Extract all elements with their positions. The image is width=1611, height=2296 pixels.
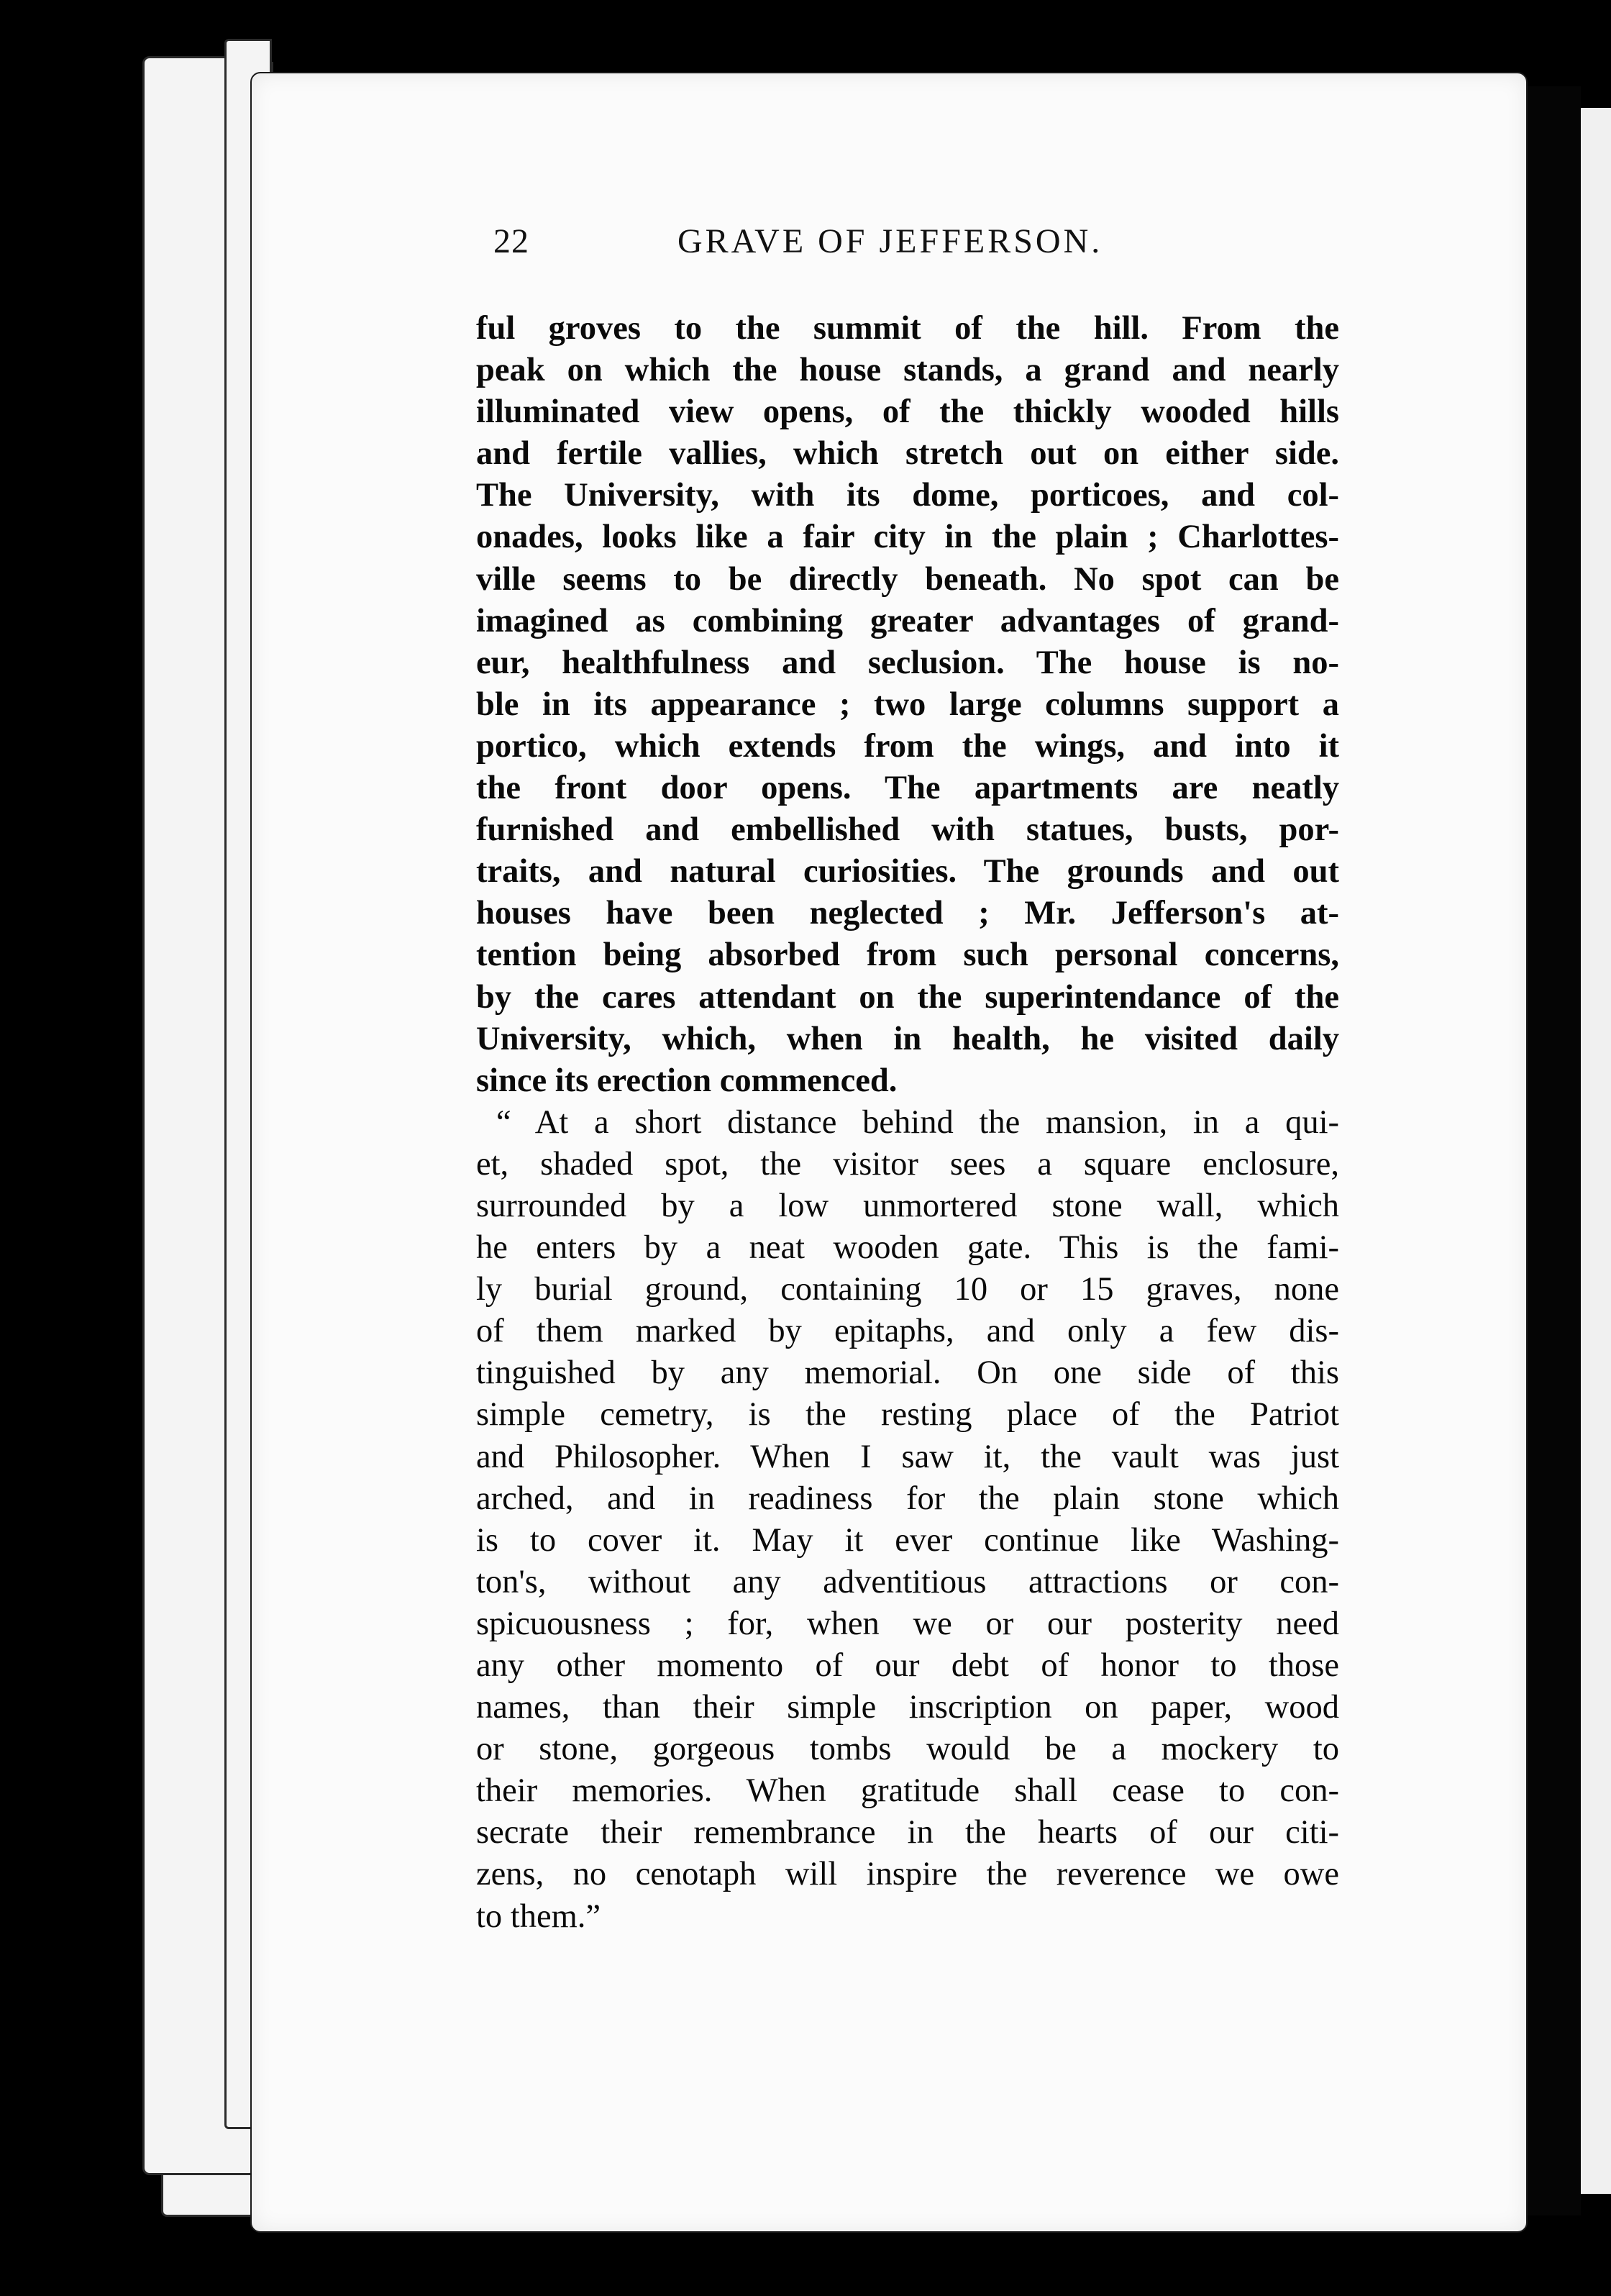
- text-line: and Philosopher. When I saw it, the vault was just: [476, 1438, 1339, 1475]
- text-line: simple cemetry, is the resting place of the Patriot: [476, 1396, 1339, 1434]
- gutter-shadow: [1525, 86, 1581, 2215]
- text-line: surrounded by a low unmortered stone wall, which: [476, 1187, 1339, 1224]
- body-text: [476, 308, 1339, 1938]
- paragraph-2: [476, 1102, 1339, 1938]
- text-line: the front door opens. The apartments are neatly: [476, 770, 1339, 807]
- text-line: of them marked by epitaphs, and only a few dis-: [476, 1313, 1339, 1350]
- text-line: ly burial ground, containing 10 or 15 graves, none: [476, 1271, 1339, 1308]
- text-line: zens, no cenotaph will inspire the reverence we owe: [476, 1856, 1339, 1893]
- text-line: traits, and natural curiosities. The grounds and out: [476, 853, 1339, 890]
- text-line: names, than their simple inscription on paper, wood: [476, 1689, 1339, 1726]
- text-line: and fertile vallies, which stretch out on either side.: [476, 435, 1339, 473]
- text-line: their memories. When gratitude shall cease to con-: [476, 1772, 1339, 1810]
- text-line: et, shaded spot, the visitor sees a square enclosure,: [476, 1145, 1339, 1183]
- text-line: arched, and in readiness for the plain stone which: [476, 1480, 1339, 1517]
- text-line: spicuousness ; for, when we or our posterity need: [476, 1605, 1339, 1642]
- text-line: University, which, when in health, he visited daily: [476, 1020, 1339, 1057]
- text-line: secrate their remembrance in the hearts of our citi-: [476, 1814, 1339, 1851]
- text-line: eur, healthfulness and seclusion. The house is no-: [476, 644, 1339, 681]
- page-number: 22: [493, 222, 529, 260]
- text-line: by the cares attendant on the superintendance of the: [476, 978, 1339, 1016]
- running-head: GRAVE OF JEFFERSON.: [677, 222, 1103, 260]
- text-line: tinguished by any memorial. On one side of this: [476, 1354, 1339, 1392]
- text-line: is to cover it. May it ever continue like Washing-: [476, 1521, 1339, 1559]
- text-line: houses have been neglected ; Mr. Jefferson's at-: [476, 895, 1339, 932]
- text-line: to them.”: [476, 1898, 601, 1935]
- paragraph-1: [476, 308, 1339, 1102]
- text-line: furnished and embellished with statues, busts, por-: [476, 811, 1339, 849]
- text-line: since its erection commenced.: [476, 1062, 898, 1099]
- text-line: ble in its appearance ; two large columns support a: [476, 685, 1339, 723]
- text-line: ful groves to the summit of the hill. From the: [476, 310, 1339, 347]
- facing-page-edge: [1581, 108, 1611, 2194]
- text-line: tention being absorbed from such personal concerns,: [476, 937, 1339, 974]
- page-header: [493, 222, 1356, 279]
- text-line: peak on which the house stands, a grand and nearly: [476, 352, 1339, 389]
- text-line: any other momento of our debt of honor to those: [476, 1647, 1339, 1684]
- text-line: “ At a short distance behind the mansion, in a qui-: [496, 1103, 1339, 1141]
- text-line: illuminated view opens, of the thickly wooded hills: [476, 393, 1339, 431]
- text-line: imagined as combining greater advantages of grand-: [476, 602, 1339, 639]
- text-line: onades, looks like a fair city in the plain ; Charlottes-: [476, 519, 1339, 556]
- text-line: ville seems to be directly beneath. No spot can be: [476, 560, 1339, 598]
- text-line: he enters by a neat wooden gate. This is the fami-: [476, 1229, 1339, 1267]
- text-line: The University, with its dome, porticoes, and col-: [476, 477, 1339, 514]
- text-line: portico, which extends from the wings, and into it: [476, 727, 1339, 765]
- text-line: ton's, without any adventitious attractions or con-: [476, 1563, 1339, 1600]
- text-line: or stone, gorgeous tombs would be a mockery to: [476, 1731, 1339, 1768]
